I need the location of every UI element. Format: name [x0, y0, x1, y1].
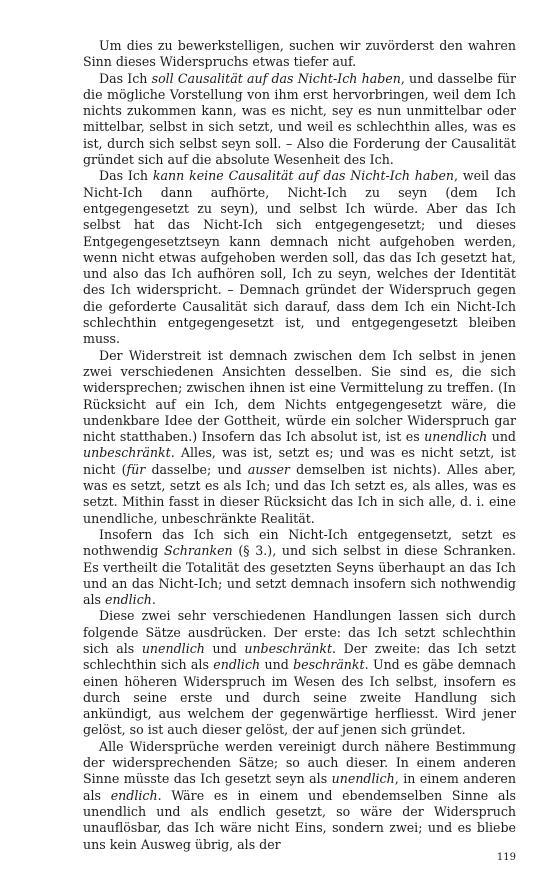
emphasis-run: unbeschränkt — [83, 445, 171, 461]
body-text — [83, 38, 516, 853]
text-run: Das Ich — [99, 168, 153, 184]
text-run: Der Widerstreit ist demnach zwischen dem Ich selbst in jenen zwei verschiedenen Ansichten desselben. Sie sind es, die sich widersprechen; zwischen ihnen ist eine Vermittelung zu treffen. (In Rücksicht auf ein Ich, dem Nichts entgegengesetzt wäre, die undenkbare Idee der Gottheit, würde ein solcher Widerspruch gar nicht statthaben.) Insofern das Ich absolut ist, ist es — [83, 347, 516, 445]
emphasis-run: soll Causalität auf das Nicht-Ich haben — [151, 70, 401, 86]
emphasis-run: unendlich — [331, 771, 395, 787]
text-run: . Der zweite: das Ich setzt schlechthin sich als — [83, 640, 516, 673]
text-run: Das Ich — [99, 70, 152, 86]
emphasis-run: unendlich — [141, 640, 205, 656]
text-run: und — [487, 429, 516, 445]
emphasis-run: beschränkt — [293, 657, 365, 673]
text-run: Um dies zu bewerkstelligen, suchen wir zuvörderst den wahren Sinn dieses Widerspruchs etwas tiefer auf. — [83, 38, 516, 70]
paragraph — [83, 168, 516, 347]
text-run: demselben ist nichts). Alles aber, was es setzt, setzt es als Ich; und das Ich setzt es, als alles, was es setzt. Mithin fasst in dieser Rücksicht das Ich in sich alle, d. i. eine unendliche, unbeschränkte Realität. — [83, 461, 516, 526]
emphasis-run: für — [126, 461, 146, 477]
emphasis-run: endlich — [105, 592, 152, 608]
text-run: und — [260, 657, 294, 673]
text-run: . Und es gäbe demnach einen höheren Widerspruch im Wesen des Ich selbst, insofern es durch seine erste und durch seine zweite Handlung sich ankündigt, aus welchem der gegenwärtige herfliesst. Wird jener gelöst, so ist auch dieser gelöst, der auf jenen sich gründet. — [83, 657, 517, 738]
page-number: 119 — [496, 852, 516, 863]
text-run: dasselbe; und — [145, 461, 248, 477]
text-run: und — [204, 640, 245, 656]
text-run: , in einem anderen als — [83, 771, 516, 803]
text-run: , weil das Nicht-Ich dann aufhörte, Nicht-Ich zu seyn (dem Ich entgegengesetzt zu seyn), und selbst Ich würde. Aber das Ich selbst hat das Nicht-Ich sich entgegengesetzt; und dieses Entgegengesetztseyn kann demnach nicht aufgehoben werden, wenn nicht etwas aufgehoben werden soll, das das Ich gesetzt hat, und also das Ich aufhören soll, Ich zu seyn, welches der Identität des Ich widerspricht. – Demnach gründet der Widerspruch gegen die geforderte Causalität sich darauf, dass dem Ich ein Nicht-Ich schlechthin entgegengesetzt ist, und entgegengesetzt bleiben muss. — [83, 168, 516, 347]
text-run: . — [151, 592, 156, 608]
paragraph — [83, 71, 516, 169]
paragraph — [83, 527, 516, 608]
emphasis-run: unendlich — [424, 429, 488, 445]
paragraph — [83, 739, 516, 853]
emphasis-run: Schranken — [164, 543, 233, 559]
text-run: Diese zwei sehr verschiedenen Handlungen lassen sich durch folgende Sätze ausdrücken. Der erste: das Ich setzt schlechthin sich als — [83, 608, 516, 656]
text-run: (§ 3.), und sich selbst in diese Schranken. Es vertheilt die Totalität des gesetzten Seyns überhaupt an das Ich und an das Nicht-Ich; und setzt demnach insofern sich nothwendig als — [83, 543, 516, 608]
text-run: , und dasselbe für die mögliche Vorstellung von ihm erst hervorbringen, weil dem Ich nichts zukommen kann, was es nicht, sey es nun unmittelbar oder mittelbar, selbst in sich setzt, und weil es schlechthin alles, was es ist, durch sich selbst seyn soll. – Also die Forderung der Causalität gründet sich auf die absolute Wesenheit des Ich. — [83, 70, 516, 168]
paragraph — [83, 38, 516, 71]
emphasis-run: endlich — [213, 657, 261, 673]
emphasis-run: kann keine Causalität auf das Nicht-Ich haben — [152, 168, 455, 184]
paragraph — [83, 608, 516, 738]
text-run: Alle Widersprüche werden vereinigt durch nähere Bestimmung der widersprechenden Sätze; so auch dieser. In einem anderen Sinne müsste das Ich gesetzt seyn als — [83, 738, 516, 787]
text-run: Insofern das Ich sich ein Nicht-Ich entgegensetzt, setzt es nothwendig — [83, 526, 516, 559]
emphasis-run: ausser — [247, 461, 290, 477]
emphasis-run: unbeschränkt — [244, 640, 333, 656]
text-run: . Wäre es in einem und ebendemselben Sinne als unendlich und als endlich gesetzt, so wäre der Widerspruch unauflösbar, das Ich wäre nicht Eins, sondern zwei; und es bliebe uns kein Ausweg übrig, als der — [83, 787, 516, 852]
emphasis-run: endlich — [110, 787, 158, 803]
paragraph — [83, 348, 516, 527]
text-run: . Alles, was ist, setzt es; und was es nicht setzt, ist nicht ( — [83, 445, 516, 477]
